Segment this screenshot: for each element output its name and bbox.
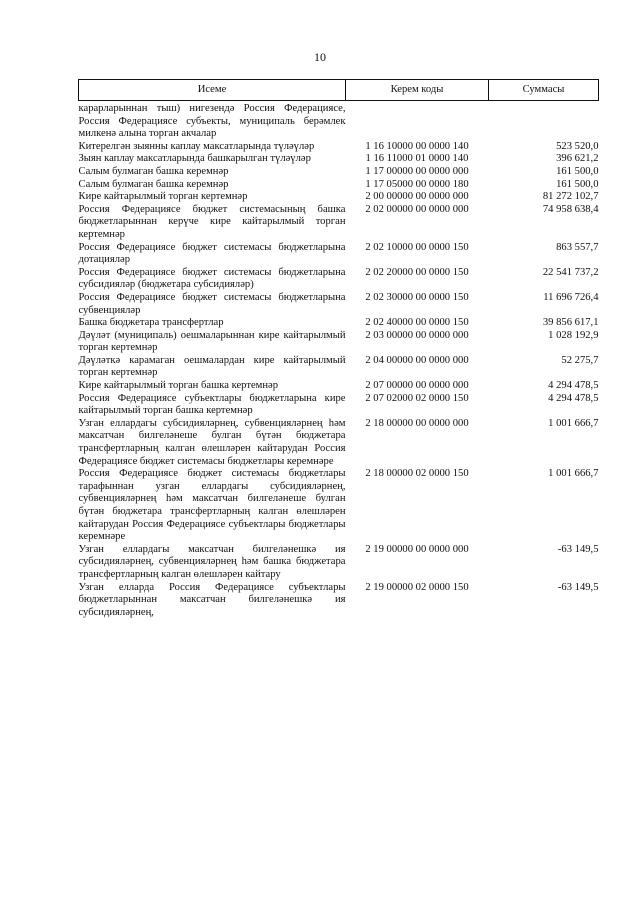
row-sum: 1 001 666,7 [548, 417, 599, 429]
table-row [79, 191, 599, 204]
row-sum: 81 272 102,7 [542, 191, 599, 203]
table-row [79, 292, 599, 317]
row-code: 2 07 00000 00 0000 000 [365, 380, 469, 392]
row-code: 1 16 10000 00 0000 140 [365, 140, 469, 152]
table-row [79, 101, 599, 141]
table-row [79, 355, 599, 380]
row-code [346, 101, 489, 141]
row-sum: 523 520,0 [556, 140, 599, 152]
row-sum: 1 001 666,7 [548, 468, 599, 480]
revenue-table [78, 79, 599, 619]
table-row [79, 582, 599, 620]
row-name: Дәүләт (муниципаль) оешмаларыннан кире кайтарылмый торган кертемнәр [78, 329, 346, 354]
row-sum: -63 149,5 [557, 543, 599, 555]
row-name: Узган еллардагы максатчан билгеләнешкә ия субсидияләрнең, субвенцияләрнең һәм башка бюджетара трансфертларның калган өлешләрен кайтару [78, 543, 346, 580]
row-sum: 1 028 192,9 [548, 329, 599, 341]
table-row [79, 418, 599, 468]
row-code: 2 19 00000 00 0000 000 [365, 543, 469, 555]
row-code: 2 03 00000 00 0000 000 [365, 329, 469, 341]
row-code: 2 02 00000 00 0000 000 [365, 203, 469, 215]
header-name: Исеме [79, 80, 346, 101]
row-sum: 11 696 726,4 [543, 291, 599, 303]
row-sum: 4 294 478,5 [548, 380, 599, 392]
row-code: 2 02 40000 00 0000 150 [365, 317, 469, 329]
header-code: Керем коды [346, 80, 489, 101]
row-name: Дәүләткә карамаган оешмалардан кире кайтарылмый торган кертемнәр [78, 354, 346, 379]
row-sum: 161 500,0 [556, 165, 599, 177]
row-sum: 22 541 737,2 [542, 266, 599, 278]
row-name: Россия Федерациясе бюджет системасы бюджетлары тарафыннан узган еллардагы субсидияләрнең, субвенцияләрнең һәм максатчан билгеләнеше булган бүтән бюджетара трансфертларның калган өлешләрен кайтарудан Россия Федерациясе субъектлары бюджетлары керемнәре [78, 468, 346, 543]
row-sum: 74 958 638,4 [542, 203, 599, 215]
row-code: 1 16 11000 01 0000 140 [365, 153, 469, 165]
row-name: Зыян каплау максатларында башкарылган түләүләр [78, 153, 311, 165]
row-code: 2 07 02000 02 0000 150 [365, 392, 469, 404]
row-name: Россия Федерациясе бюджет системасы бюджетларына субсидияләр (бюджетара субсидияләр) [78, 266, 346, 291]
row-sum: 39 856 617,1 [542, 317, 599, 329]
table-row [79, 330, 599, 355]
table-row [79, 380, 599, 393]
row-sum: 863 557,7 [556, 241, 599, 253]
table-row [79, 166, 599, 179]
row-name: Узган елларда Россия Федерациясе субъектлары бюджетларыннан максатчан билгеләнешкә ия субсидияләрнең, [78, 581, 346, 618]
row-name: Узган еллардагы субсидияләрнең, субвенцияләрнең һәм максатчан билгеләнеше булган бүтән бюджетара трансфертларның калган өлешләрен кайтарудан Россия Федерациясе бюджет системасы бюджетлары керемнәре [78, 417, 346, 467]
row-code: 2 00 00000 00 0000 000 [365, 191, 469, 203]
row-name: Кире кайтарылмый торган кертемнәр [78, 191, 248, 203]
row-name: Салым булмаган башка керемнәр [78, 165, 229, 177]
row-name: Россия Федерациясе бюджет системасының башка бюджетларыннан керүче кире кайтарылмый торган кертемнәр [78, 203, 346, 240]
row-sum [489, 101, 599, 141]
row-name: карарларыннан тыш) нигезендә Россия Федерациясе, Россия Федерациясе субъекты, муниципаль берәмлек милкенә алына торган акчалар [78, 103, 346, 140]
row-name: Салым булмаган башка керемнәр [78, 178, 229, 190]
table-row [79, 242, 599, 267]
page-number: 10 [314, 50, 326, 64]
row-code: 2 02 10000 00 0000 150 [365, 241, 469, 253]
table-row [79, 544, 599, 582]
row-sum: -63 149,5 [557, 581, 599, 593]
table-row [79, 179, 599, 192]
row-name: Кире кайтарылмый торган башка кертемнәр [78, 380, 279, 392]
row-sum: 396 621,2 [556, 153, 599, 165]
row-code: 2 02 30000 00 0000 150 [365, 291, 469, 303]
table-row [79, 393, 599, 418]
table-header-row [79, 80, 599, 101]
row-name: Россия Федерациясе бюджет системасы бюджетларына дотацияләр [78, 241, 346, 266]
table-row [79, 204, 599, 242]
table-row [79, 317, 599, 330]
table-row [79, 468, 599, 544]
row-code: 1 17 00000 00 0000 000 [365, 165, 469, 177]
row-code: 2 18 00000 02 0000 150 [365, 468, 469, 480]
row-name: Россия Федерациясе бюджет системасы бюджетларына субвенцияләр [78, 291, 346, 316]
row-code: 2 18 00000 00 0000 000 [365, 417, 469, 429]
row-code: 1 17 05000 00 0000 180 [365, 178, 469, 190]
row-code: 2 19 00000 02 0000 150 [365, 581, 469, 593]
row-sum: 52 275,7 [561, 354, 599, 366]
row-sum: 4 294 478,5 [548, 392, 599, 404]
row-code: 2 02 20000 00 0000 150 [365, 266, 469, 278]
table-row [79, 153, 599, 166]
row-sum: 161 500,0 [556, 178, 599, 190]
header-sum: Суммасы [489, 80, 599, 101]
table-row [79, 141, 599, 154]
row-code: 2 04 00000 00 0000 000 [365, 354, 469, 366]
table-row [79, 267, 599, 292]
row-name: Россия Федерациясе субъектлары бюджетларына кире кайтарылмый торган башка кертемнәр [78, 392, 346, 417]
row-name: Башка бюджетара трансфертлар [78, 317, 224, 329]
row-name: Китерелгән зыянны каплау максатларында түләүләр [78, 140, 315, 152]
